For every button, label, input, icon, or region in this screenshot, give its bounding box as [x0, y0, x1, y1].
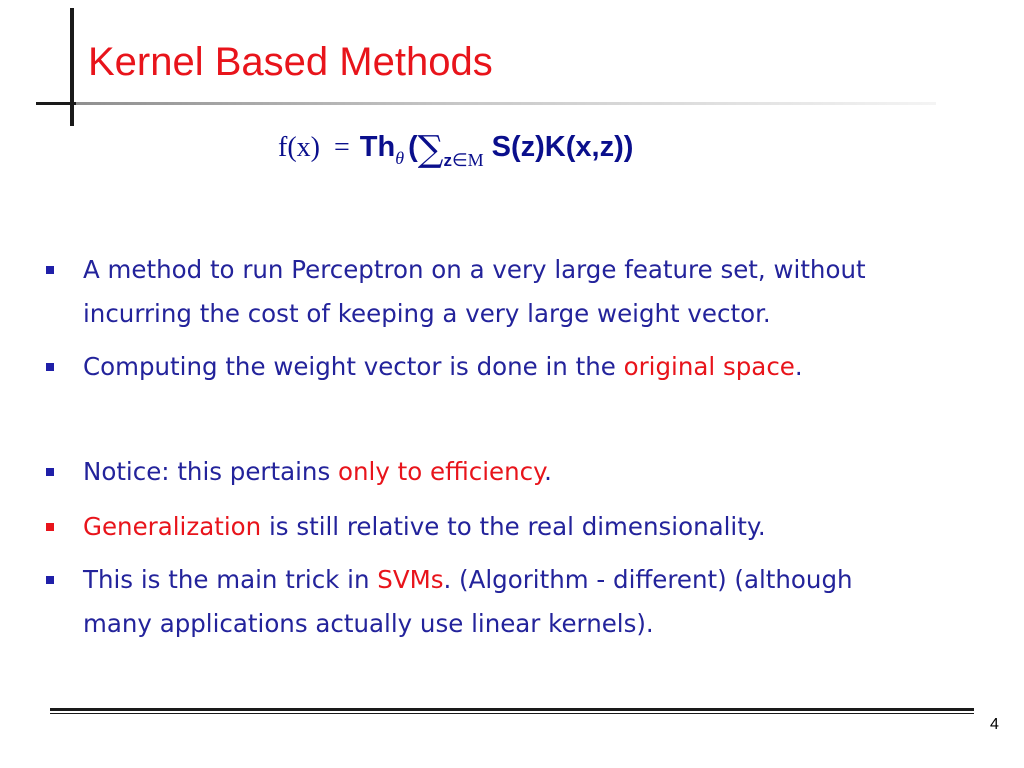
- bullet-text-1: [83, 345, 1013, 389]
- bullet-text-2: [83, 292, 1013, 336]
- bullet-text-1: [83, 558, 1013, 602]
- formula-body: S(z)K(x,z)): [491, 131, 634, 163]
- text-segment: . (Algorithm - different) (although: [443, 565, 853, 594]
- text-segment: Computing the weight vector is done in the: [83, 352, 624, 381]
- text-segment: This is the main trick in: [83, 565, 378, 594]
- formula-equals: =: [333, 132, 350, 163]
- formula-lhs: f(x): [278, 132, 320, 163]
- formula-open-paren: (: [408, 131, 418, 163]
- bullet-marker: [46, 266, 54, 274]
- page-number: 4: [990, 716, 999, 733]
- footer-rule-thin: [50, 713, 974, 714]
- text-segment: A method to run Perceptron on a very large feature set, without: [83, 255, 866, 284]
- text-segment: many applications actually use linear kernels).: [83, 609, 654, 638]
- highlighted-phrase: only to efficiency: [338, 457, 545, 486]
- footer-rule: [50, 708, 974, 711]
- title-underline: [76, 102, 936, 105]
- formula-sum-symbol: ∑: [417, 129, 444, 170]
- formula-sub-var: z: [443, 151, 452, 170]
- highlighted-phrase: SVMs: [377, 565, 444, 594]
- bullet-text-1: [83, 505, 1013, 549]
- bullet-marker: [46, 576, 54, 584]
- title-cross-rule: [36, 102, 76, 105]
- text-segment: is still relative to the real dimensionality.: [261, 512, 766, 541]
- formula-sub-set: ∈M: [451, 150, 484, 170]
- highlighted-phrase: Generalization: [83, 512, 262, 541]
- text-segment: .: [794, 352, 803, 381]
- highlighted-phrase: original space: [623, 352, 795, 381]
- title-vertical-rule: [70, 8, 74, 126]
- formula-threshold: Th: [359, 131, 396, 163]
- kernel-formula: [278, 124, 633, 172]
- text-segment: .: [544, 457, 552, 486]
- text-segment: Notice: this pertains: [83, 457, 339, 486]
- bullet-marker: [46, 523, 54, 531]
- bullet-text-1: [83, 450, 1013, 494]
- bullet-marker: [46, 363, 54, 371]
- bullet-marker: [46, 468, 54, 476]
- formula-theta: θ: [395, 148, 405, 168]
- slide-title: Kernel Based Methods: [88, 40, 493, 84]
- bullet-text-2: [83, 602, 1013, 646]
- text-segment: incurring the cost of keeping a very large weight vector.: [83, 299, 771, 328]
- bullet-text-1: [83, 248, 1013, 292]
